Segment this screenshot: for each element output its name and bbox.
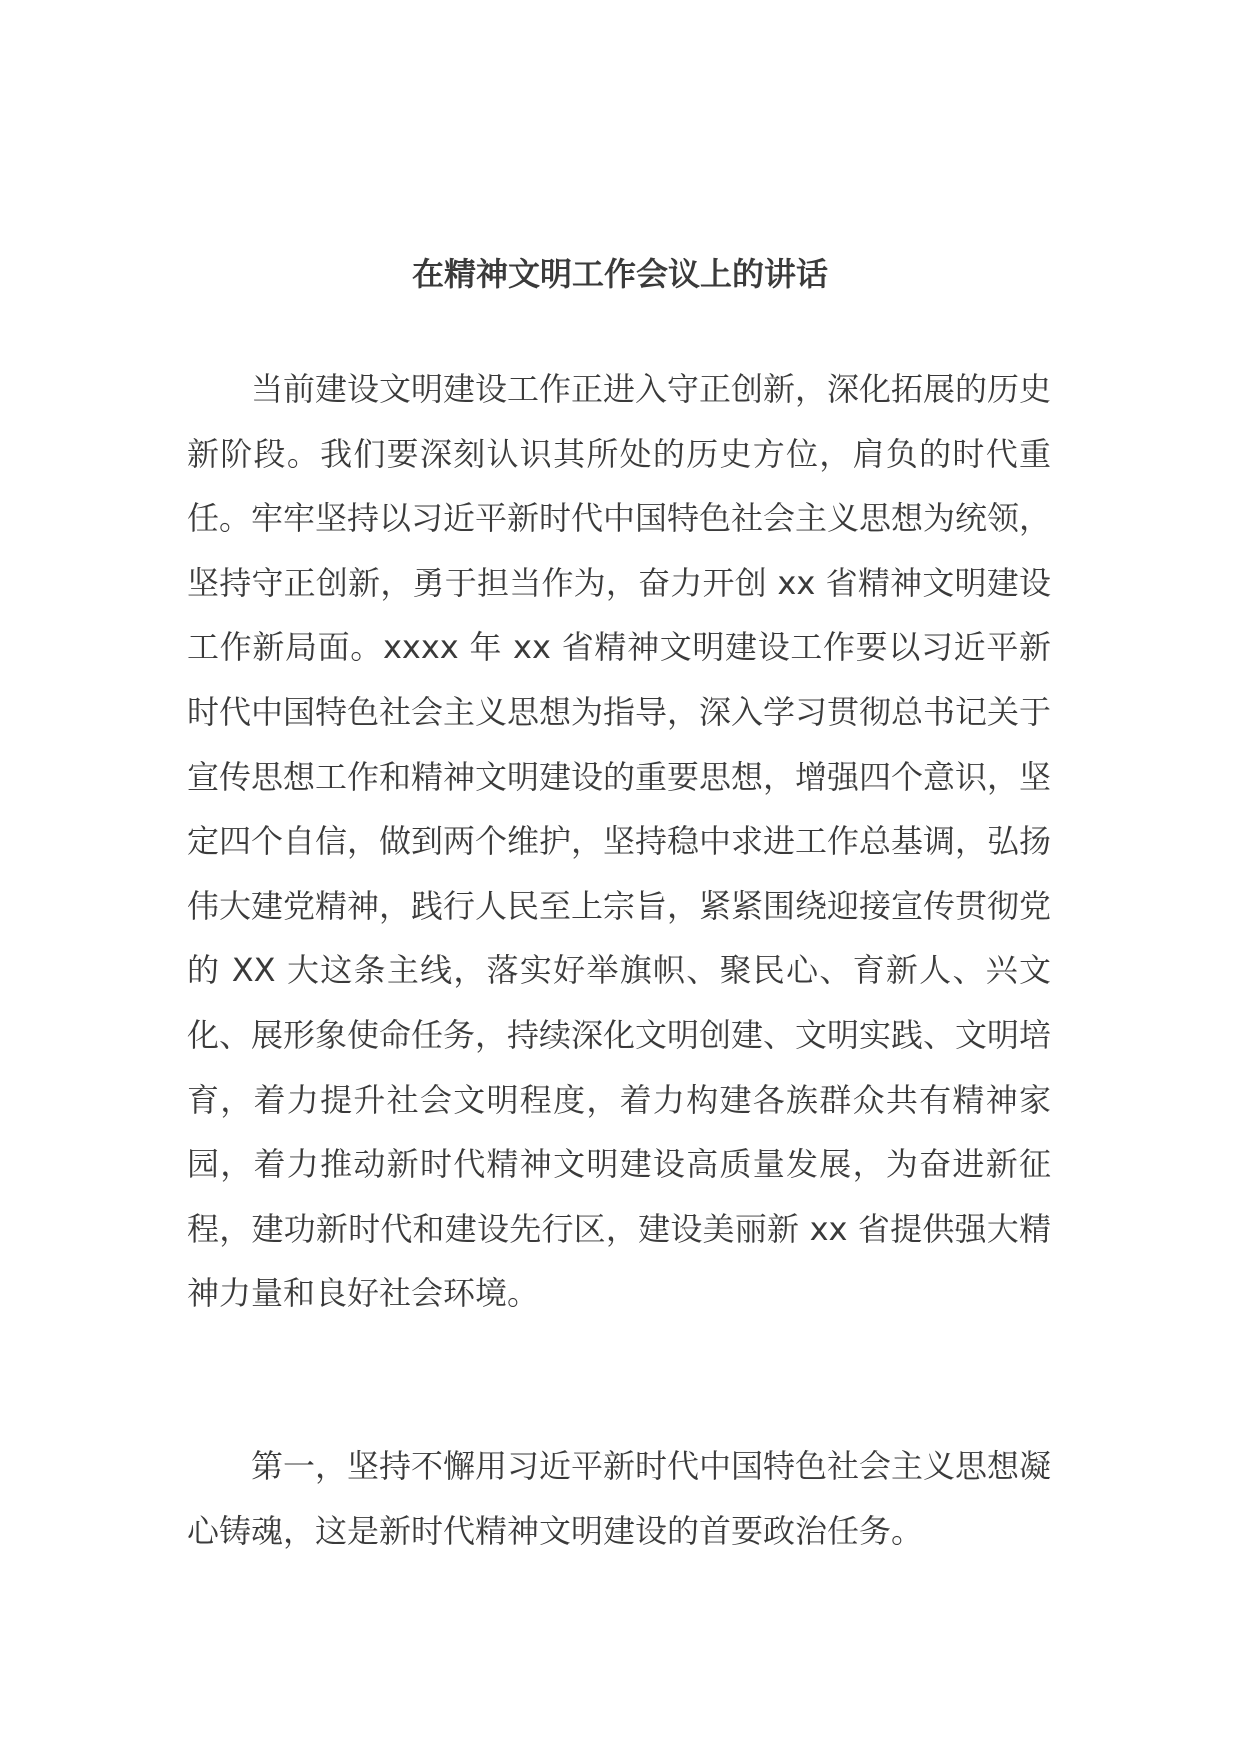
- document-title: 在精神文明工作会议上的讲话: [411, 255, 828, 293]
- body-paragraph-1: 当前建设文明建设工作正进入守正创新，深化拓展的历史新阶段。我们要深刻认识其所处的历史方位，肩负的时代重任。牢牢坚持以习近平新时代中国特色社会主义思想为统领，坚持守正创新，勇于担当作为，奋力开创 xx 省精神文明建设工作新局面。xxxx 年 xx 省精神文明建设工作要以习近平新时代中国特色社会主义思想为指导，深入学习贯彻总书记关于宣传思想工作和精神文明建设的重要思想，增强四个意识，坚定四个自信，做到两个维护，坚持稳中求进工作总基调，弘扬伟大建党精神，践行人民至上宗旨，紧紧围绕迎接宣传贯彻党的 XX 大这条主线，落实好举旗帜、聚民心、育新人、兴文化、展形象使命任务，持续深化文明创建、文明实践、文明培育，着力提升社会文明程度，着力构建各族群众共有精神家园，着力推动新时代精神文明建设高质量发展，为奋进新征程，建功新时代和建设先行区，建设美丽新 xx 省提供强大精神力量和良好社会环境。: [187, 370, 1052, 1313]
- body-paragraph-2: 第一，坚持不懈用习近平新时代中国特色社会主义思想凝心铸魂，这是新时代精神文明建设的首要政治任务。: [187, 1447, 1052, 1550]
